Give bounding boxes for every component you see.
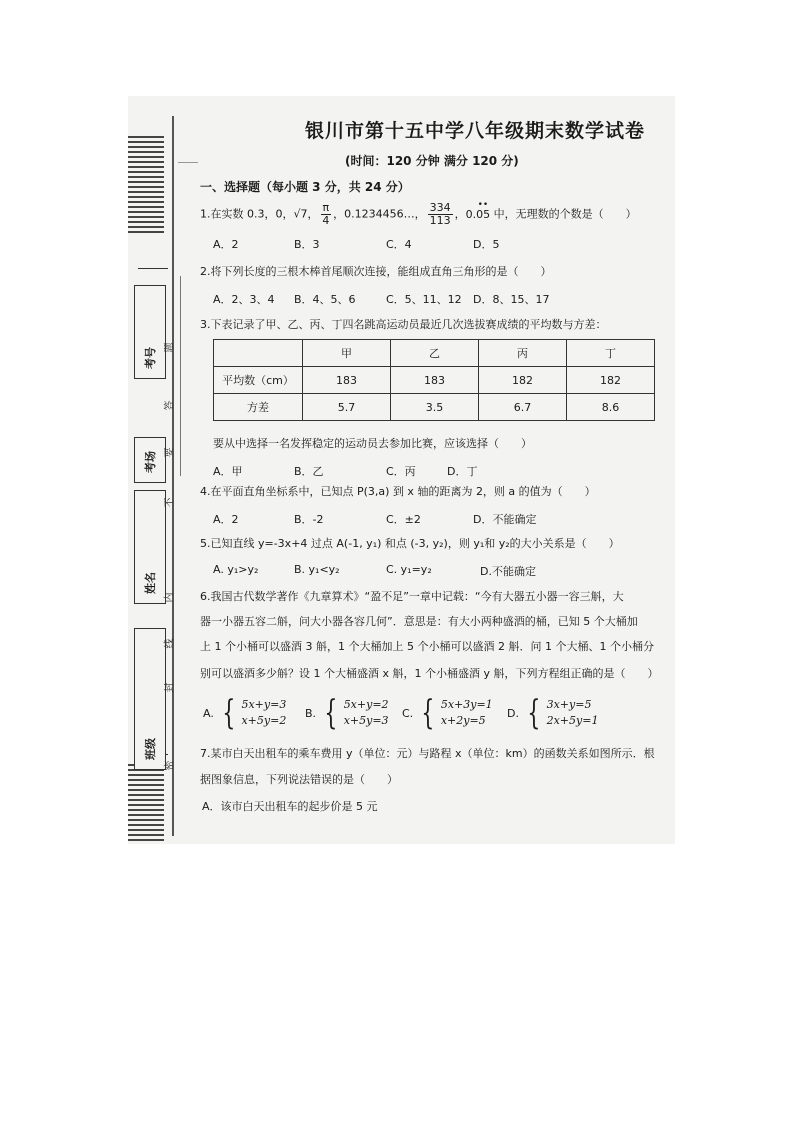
q1-option-c: C．4 (386, 238, 412, 251)
question-7-line-1: 7.某市白天出租车的乘车费用 y（单位：元）与路程 x（单位：km）的函数关系如图所示．根 (200, 747, 655, 760)
q1-option-a: A．2 (213, 238, 239, 251)
question-6-line-2: 器一小器五容二斛，问大小器各容几何”．意思是：有大小两种盛酒的桶，已知 5 个大桶加 (200, 615, 638, 628)
equation: x+5y=2 (241, 714, 287, 727)
q3-option-b: B．乙 (294, 465, 324, 478)
option-letter: A. (203, 706, 214, 720)
equation: 5x+y=2 (343, 698, 389, 711)
q1-sqrt: √7 (293, 207, 308, 221)
name-label: 姓名 (144, 572, 157, 594)
table-row (214, 394, 655, 421)
equation: 3x+y=5 (546, 698, 592, 711)
cut-mark: 不 (164, 497, 176, 508)
table-cell: 183 (303, 367, 391, 394)
cut-mark: 内 (164, 592, 176, 603)
question-7-line-2: 据图象信息，下列说法错误的是（ ） (200, 773, 398, 786)
option-letter: D. (507, 706, 519, 720)
q5-option-d: D.不能确定 (480, 565, 536, 578)
question-4: 4.在平面直角坐标系中，已知点 P(3,a) 到 x 轴的距离为 2，则 a 的值为（ ） (200, 485, 596, 498)
q4-option-c: C．±2 (386, 513, 421, 526)
header-rule (178, 162, 198, 163)
cut-mark: 答 (164, 400, 176, 411)
question-6-line-4: 别可以盛酒多少斛？设 1 个大桶盛酒 x 斛，1 个小桶盛酒 y 斛，下列方程组正确的是（ ） (200, 667, 659, 680)
cut-mark: 线 (164, 638, 176, 649)
equation-system (344, 697, 389, 729)
q6-option-b (305, 693, 389, 733)
cut-mark: 要 (164, 447, 176, 458)
q1-denominator: 113 (429, 214, 451, 227)
page-subtitle: (时间：120 分钟 满分 120 分) (345, 154, 519, 168)
equation: 5x+y=3 (241, 698, 287, 711)
q2-option-c: C．5、11、12 (386, 293, 462, 306)
table-cell: 182 (479, 367, 567, 394)
q1-four: 4 (322, 214, 330, 227)
equation: x+5y=3 (343, 714, 389, 727)
q5-option-a: A. y₁>y₂ (213, 563, 259, 576)
table-cell: 5.7 (303, 394, 391, 421)
table-header-row (214, 340, 655, 367)
q1-repeating-decimal (465, 199, 491, 227)
exam-room-label: 考场 (144, 451, 157, 473)
equation-system (441, 697, 493, 729)
q5-option-c: C. y₁=y₂ (386, 563, 432, 576)
class-box (134, 628, 166, 770)
exam-number-label: 考号 (144, 347, 157, 369)
table-cell: 6.7 (479, 394, 567, 421)
table-cell: 乙 (391, 340, 479, 367)
cut-mark: 题 (164, 342, 176, 353)
q2-option-a: A．2、3、4 (213, 293, 275, 306)
table-cell: 182 (567, 367, 655, 394)
cut-mark: 封 (164, 682, 176, 693)
question-3: 3.下表记录了甲、乙、丙、丁四名跳高运动员最近几次选拔赛成绩的平均数与方差： (200, 318, 607, 331)
question-2: 2.将下列长度的三根木棒首尾顺次连接，能组成直角三角形的是（ ） (200, 265, 552, 278)
table-cell: 丙 (479, 340, 567, 367)
brace-icon: { (324, 693, 338, 733)
q2-option-b: B．4、5、6 (294, 293, 356, 306)
question-6-line-1: 6.我国古代数学著作《九章算术》“盈不足”一章中记载：“今有大器五小器一容三斛，大 (200, 590, 624, 603)
class-label: 班级 (144, 738, 157, 760)
q1-pi-fraction (321, 202, 332, 227)
q6-option-d (507, 693, 599, 733)
table-cell: 3.5 (391, 394, 479, 421)
equation: 5x+3y=1 (440, 698, 493, 711)
q1-mid: ，0.1234456…， (333, 207, 426, 221)
q1-lead: 1.在实数 0.3，0， (200, 207, 294, 221)
table-cell: 丁 (567, 340, 655, 367)
q1-option-b: B．3 (294, 238, 320, 251)
question-1: 1.在实数 0.3，0，√7， $\frac{\pi}{4}$ ，0.1234456…， $\frac{334}{113}$ ， •• 0.05 中，无理数的个数是（ ） (200, 202, 637, 227)
table-cell: 183 (391, 367, 479, 394)
binding-hatch-bottom (128, 764, 164, 844)
q4-option-b: B．-2 (294, 513, 324, 526)
page-title: 银川市第十五中学八年级期末数学试卷 (305, 120, 646, 142)
q4-option-d: D．不能确定 (473, 513, 537, 526)
q6-option-a (203, 693, 287, 733)
q3-follow-up: 要从中选择一名发挥稳定的运动员去参加比赛，应该选择（ ） (213, 437, 532, 450)
q1-tail: 中，无理数的个数是（ ） (493, 207, 637, 221)
question-6-line-3: 上 1 个小桶可以盛酒 3 斛，1 个大桶加上 5 个小桶可以盛酒 2 斛．问 1 个大桶、1 个小桶分 (200, 640, 654, 653)
table-cell: 平均数（cm） (214, 367, 303, 394)
q2-option-d: D．8、15、17 (473, 293, 550, 306)
q6-option-c (402, 693, 493, 733)
binding-hatch-top (128, 136, 164, 236)
table-cell: 甲 (303, 340, 391, 367)
section-heading: 一、选择题（每小题 3 分，共 24 分） (200, 180, 410, 194)
q1-repeat-value: 0.05 (465, 207, 491, 221)
cut-mark: 密 (164, 760, 176, 771)
binding-line-inner (180, 276, 181, 476)
table-cell: 方差 (214, 394, 303, 421)
equation: x+2y=5 (440, 714, 486, 727)
option-letter: C. (402, 706, 414, 720)
brace-icon: { (421, 693, 435, 733)
question-5: 5.已知直线 y=-3x+4 过点 A(-1, y₁) 和点 (-3, y₂)，则 y₁和 y₂的大小关系是（ ） (200, 537, 620, 550)
q3-score-table (213, 339, 655, 421)
q1-fraction (428, 202, 453, 227)
table-row (214, 367, 655, 394)
q4-option-a: A．2 (213, 513, 239, 526)
q1-repeat-dots: •• (477, 199, 489, 210)
exam-number-box (134, 285, 166, 379)
binding-line (172, 116, 174, 836)
equation-system (241, 697, 286, 729)
q3-option-d: D．丁 (447, 465, 478, 478)
option-letter: B. (305, 706, 317, 720)
binding-dash (138, 268, 168, 269)
equation: 2x+5y=1 (546, 714, 599, 727)
brace-icon: { (222, 693, 236, 733)
q7-option-a: A．该市白天出租车的起步价是 5 元 (202, 800, 378, 813)
exam-room-box (134, 437, 166, 483)
q1-option-d: D．5 (473, 238, 500, 251)
q3-option-c: C．丙 (386, 465, 416, 478)
q5-option-b: B. y₁<y₂ (294, 563, 340, 576)
q3-option-a: A．甲 (213, 465, 243, 478)
q1-pi: π (322, 201, 330, 214)
q1-numerator: 334 (429, 201, 451, 214)
brace-icon: { (527, 693, 541, 733)
table-cell (214, 340, 303, 367)
table-cell: 8.6 (567, 394, 655, 421)
equation-system (547, 697, 599, 729)
